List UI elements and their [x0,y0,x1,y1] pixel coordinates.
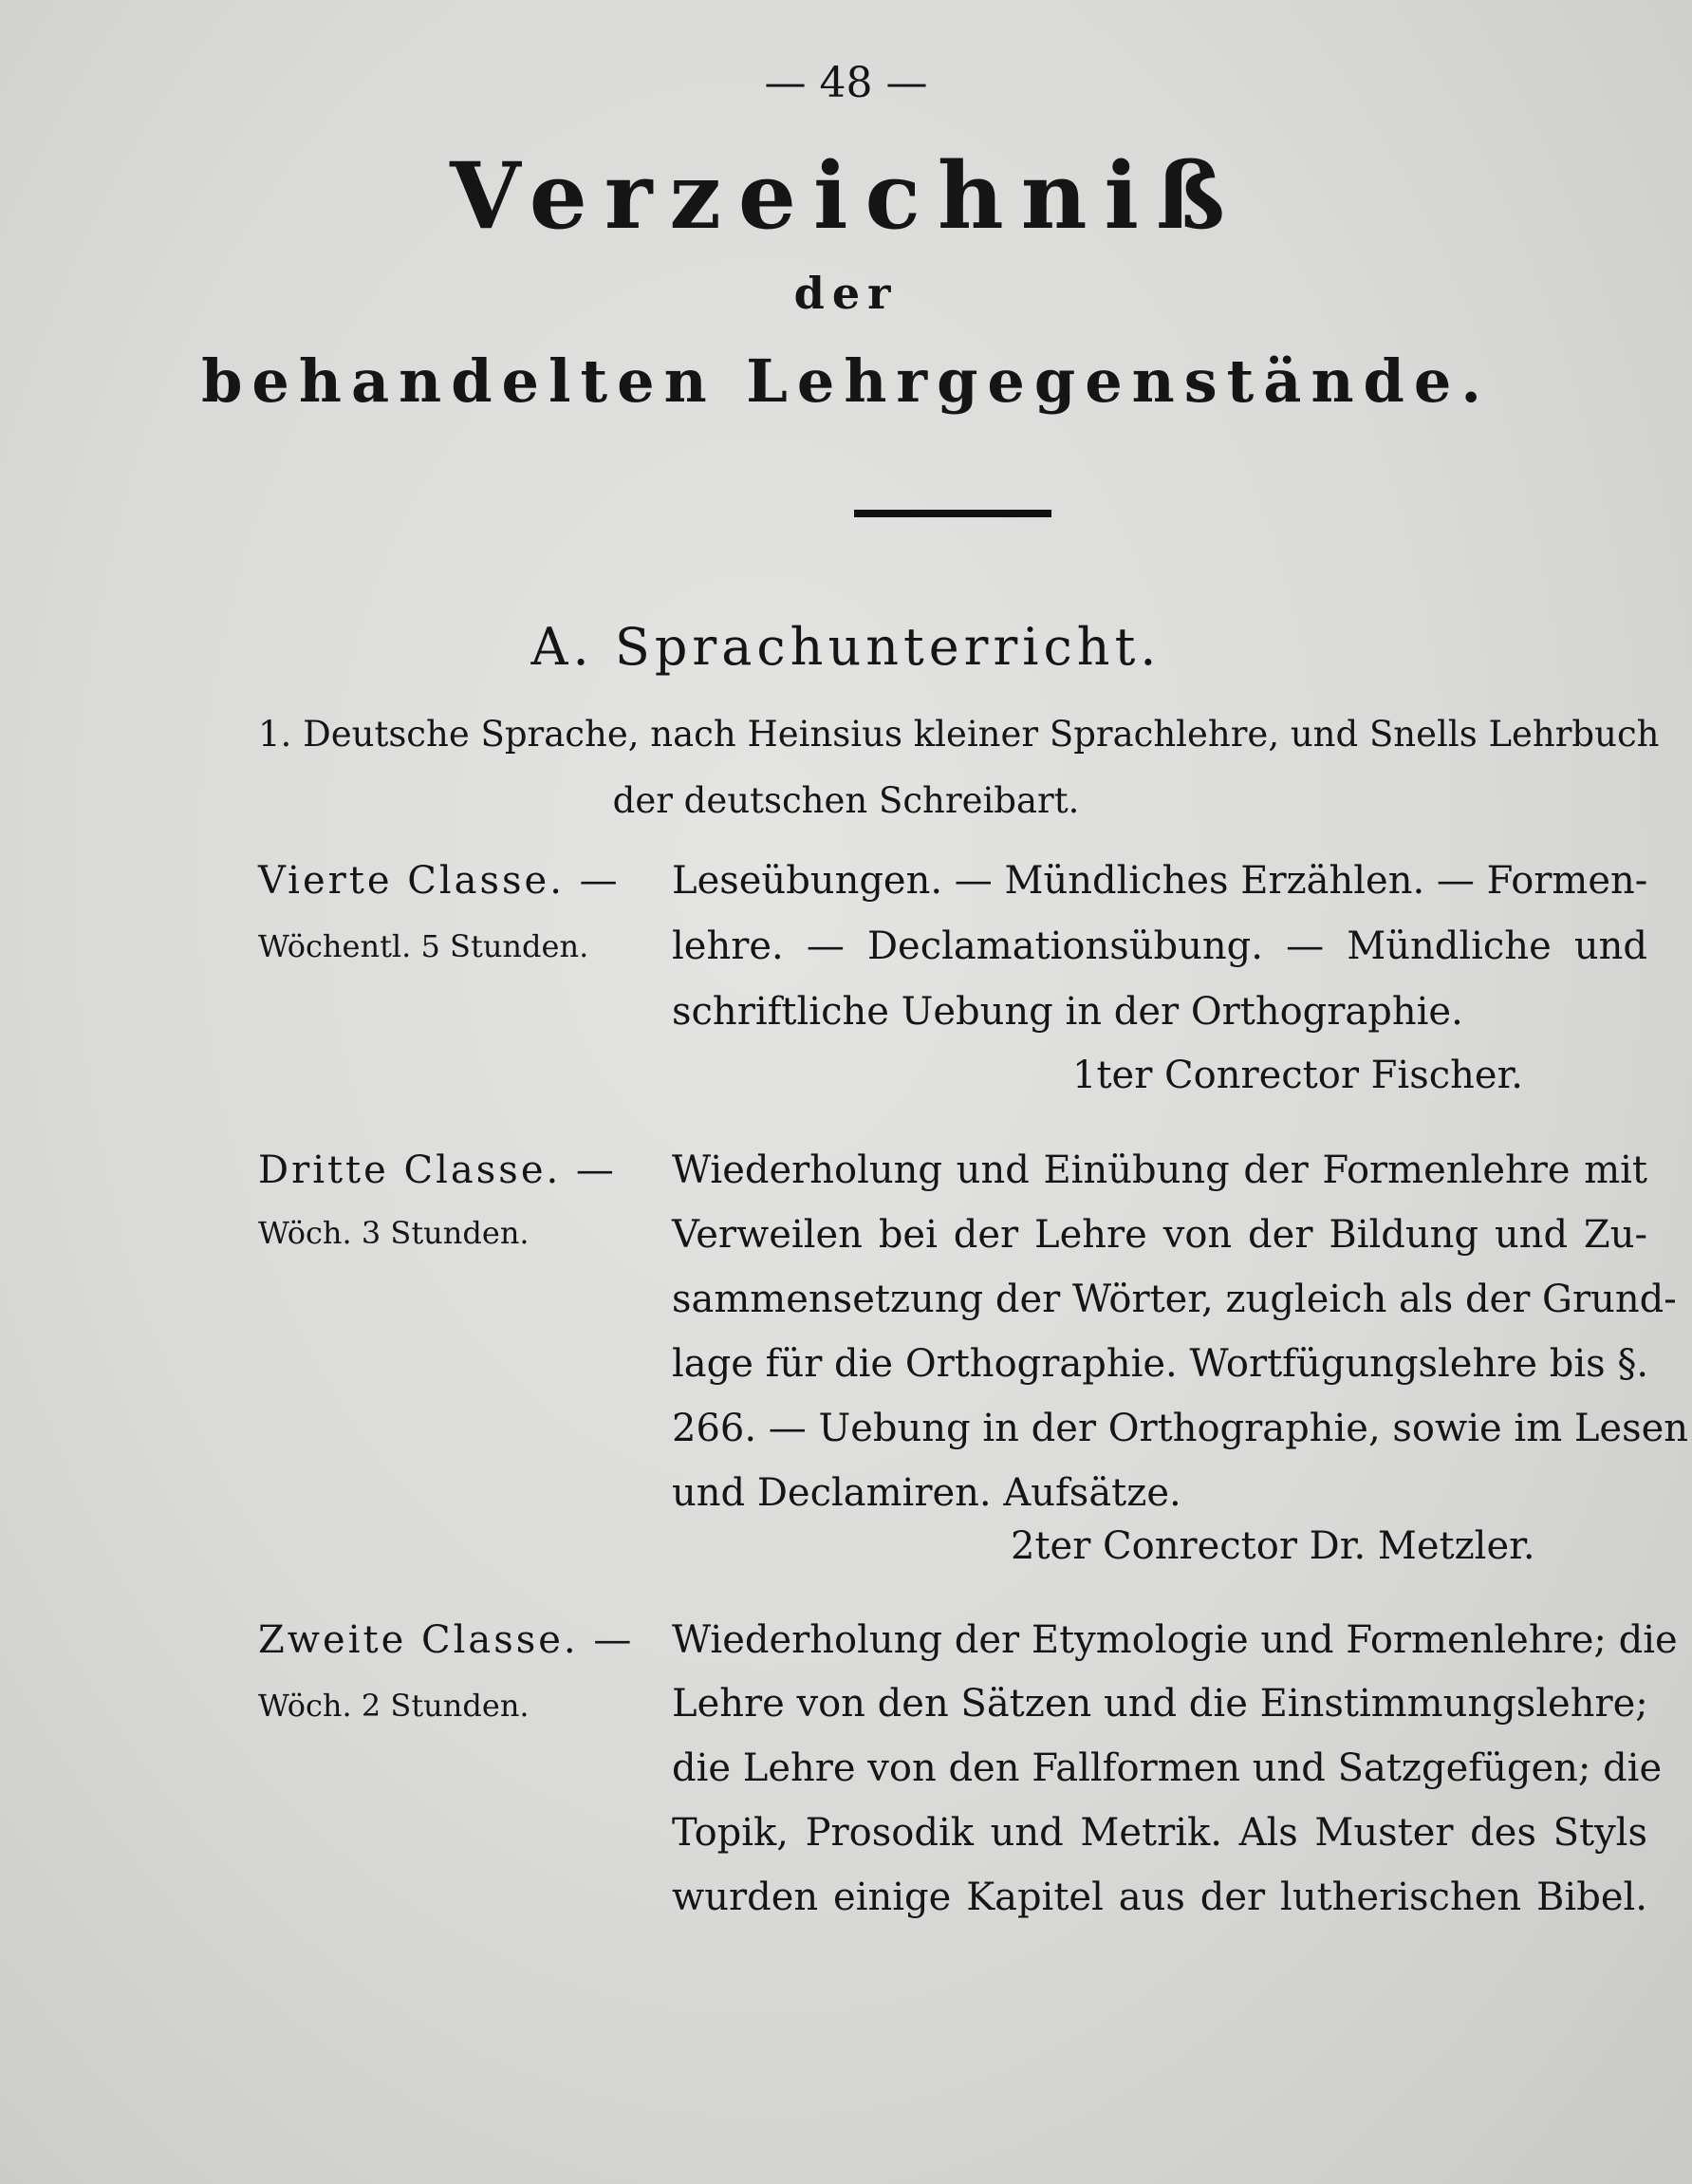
subtitle-der: der [793,268,899,319]
class-name-zweite: Zweite Classe. — [258,1618,635,1662]
page-title: Verzeichniß [450,142,1242,250]
class-hours-vierte: Wöchentl. 5 Stunden. [258,928,589,964]
subtitle-lehrgegenstaende: behandelten Lehrgegenstände. [201,346,1491,416]
class-hours-zweite: Wöch. 2 Stunden. [258,1688,530,1724]
class-text-line: und Declamiren. Aufsätze. [672,1471,1181,1515]
class-text-line: lehre. — Declamationsübung. — Mündliche und [672,924,1647,968]
class-text-line: Topik, Prosodik und Metrik. Als Muster des Styls [672,1811,1647,1855]
class-text-line: lage für die Orthographie. Wortfügungslehre bis §. [672,1342,1649,1386]
class-text-line: Lehre von den Sätzen und die Einstimmungslehre; [672,1682,1648,1726]
subject-line-1: 1. Deutsche Sprache, nach Heinsius kleiner Sprachlehre, und Snells Lehrbuch [258,714,1660,755]
page-number: — 48 — [764,59,928,107]
subject-line-2: der deutschen Schreibart. [612,780,1080,821]
class-teacher-dritte: 2ter Conrector Dr. Metzler. [1011,1524,1535,1568]
decorative-rule [854,510,1051,517]
class-hours-dritte: Wöch. 3 Stunden. [258,1215,530,1251]
class-text-line: sammensetzung der Wörter, zugleich als der Grund- [672,1278,1677,1321]
class-name-vierte: Vierte Classe. — [258,859,621,903]
class-text-line: Wiederholung und Einübung der Formenlehre mit [672,1148,1647,1192]
class-text-line: schriftliche Uebung in der Orthographie. [672,990,1463,1034]
class-text-line: 266. — Uebung in der Orthographie, sowie im Lesen [672,1407,1689,1450]
class-text-line: die Lehre von den Fallformen und Satzgefügen; die [672,1746,1663,1790]
class-text-line: Wiederholung der Etymologie und Formenlehre; die [672,1618,1678,1662]
class-teacher-vierte: 1ter Conrector Fischer. [1072,1054,1524,1097]
class-text-line: Leseübungen. — Mündliches Erzählen. — Formen- [672,859,1648,903]
class-name-dritte: Dritte Classe. — [258,1148,617,1192]
class-text-line: Verweilen bei der Lehre von der Bildung und Zu- [672,1213,1647,1257]
class-text-line: wurden einige Kapitel aus der lutherischen Bibel. [672,1876,1647,1919]
section-heading: A. Sprachunterricht. [530,617,1162,677]
